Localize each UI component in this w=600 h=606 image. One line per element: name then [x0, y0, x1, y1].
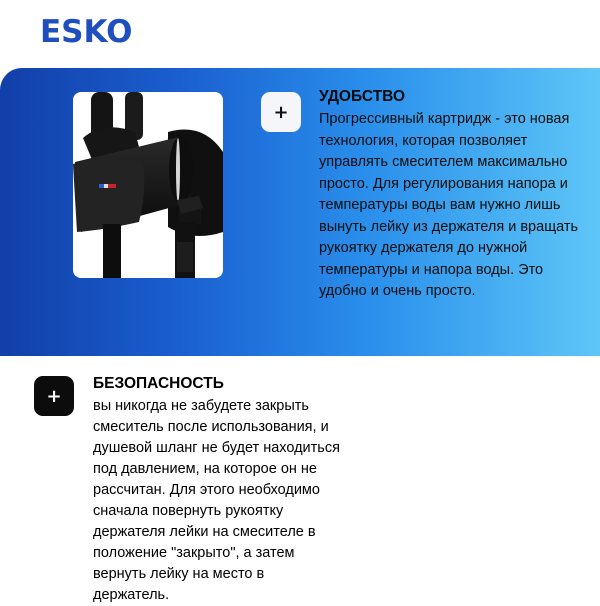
- plus-icon: +: [273, 101, 289, 123]
- esko-logo: ESKO: [40, 14, 133, 50]
- faucet-illustration: [73, 92, 223, 278]
- plus-button-safety[interactable]: [34, 376, 74, 416]
- section-title-safety: БЕЗОПАСНОСТЬ: [93, 375, 224, 392]
- product-photo: [73, 92, 223, 278]
- plus-button-convenience[interactable]: [261, 92, 301, 132]
- section-title-convenience: УДОБСТВО: [319, 88, 406, 105]
- section-text-safety: вы никогда не забудете закрыть смеситель после использования, и душевой шланг не будет находиться под давлением, на которое он не рассчитан. Для этого необходимо сначала повернуть рукоятку держателя лейки на смесителе в положение "закрыто", а затем вернуть лейку на место в держатель.: [93, 398, 340, 603]
- section-text-convenience: Прогрессивный картридж - это новая технология, которая позволяет управлять смесителем максимально просто. Для регулирования напора и температуры воды вам нужно лишь вынуть лейку из держателя и вращать рукоятку держателя до нужной температуры и напора воды. Это удобно и очень просто.: [319, 111, 579, 299]
- plus-icon: +: [46, 385, 62, 407]
